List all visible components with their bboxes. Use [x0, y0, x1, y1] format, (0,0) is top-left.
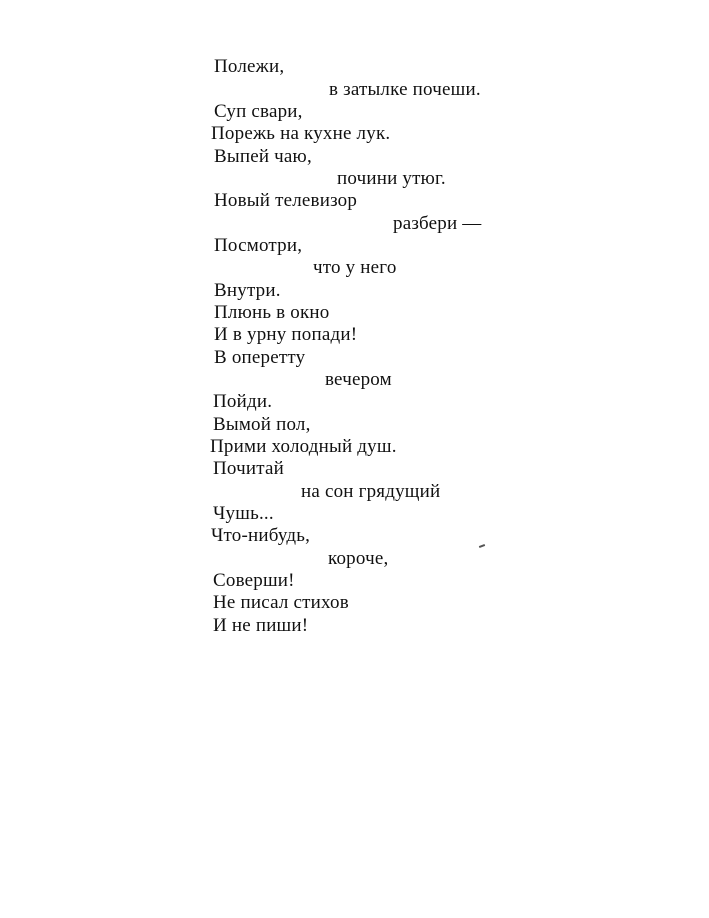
poem-line: Внутри. — [214, 280, 281, 301]
poem-line: Плюнь в окно — [214, 302, 330, 323]
poem-line: Посмотри, — [214, 235, 303, 256]
poem-line: короче, — [328, 548, 389, 569]
poem-line: разбери — — [393, 213, 482, 234]
poem-line: Прими холодный душ. — [210, 436, 397, 457]
poem-line: Почитай — [213, 458, 284, 479]
poem-line: Вымой пол, — [213, 414, 311, 435]
poem-line: Выпей чаю, — [214, 146, 312, 167]
poem-line: Чушь... — [213, 503, 274, 524]
poem-line: на сон грядущий — [301, 481, 441, 502]
poem-line: вечером — [325, 369, 392, 390]
poem-line: И не пиши! — [213, 615, 309, 636]
poem-line: Что-нибудь, — [211, 525, 311, 546]
poem-line: почини утюг. — [337, 168, 446, 189]
poem-line: Порежь на кухне лук. — [211, 123, 391, 144]
poem-line: Полежи, — [214, 56, 285, 77]
poem-line: В оперетту — [214, 347, 306, 368]
poem-line: что у него — [313, 257, 397, 278]
poem-line: Не писал стихов — [213, 592, 349, 613]
poem-line: в затылке почеши. — [329, 79, 481, 100]
poem-line: Суп свари, — [214, 101, 303, 122]
poem-line: Соверши! — [213, 570, 295, 591]
poem-line: И в урну попади! — [214, 324, 358, 345]
poem-line: Новый телевизор — [214, 190, 358, 211]
poem-line: Пойди. — [213, 391, 273, 412]
